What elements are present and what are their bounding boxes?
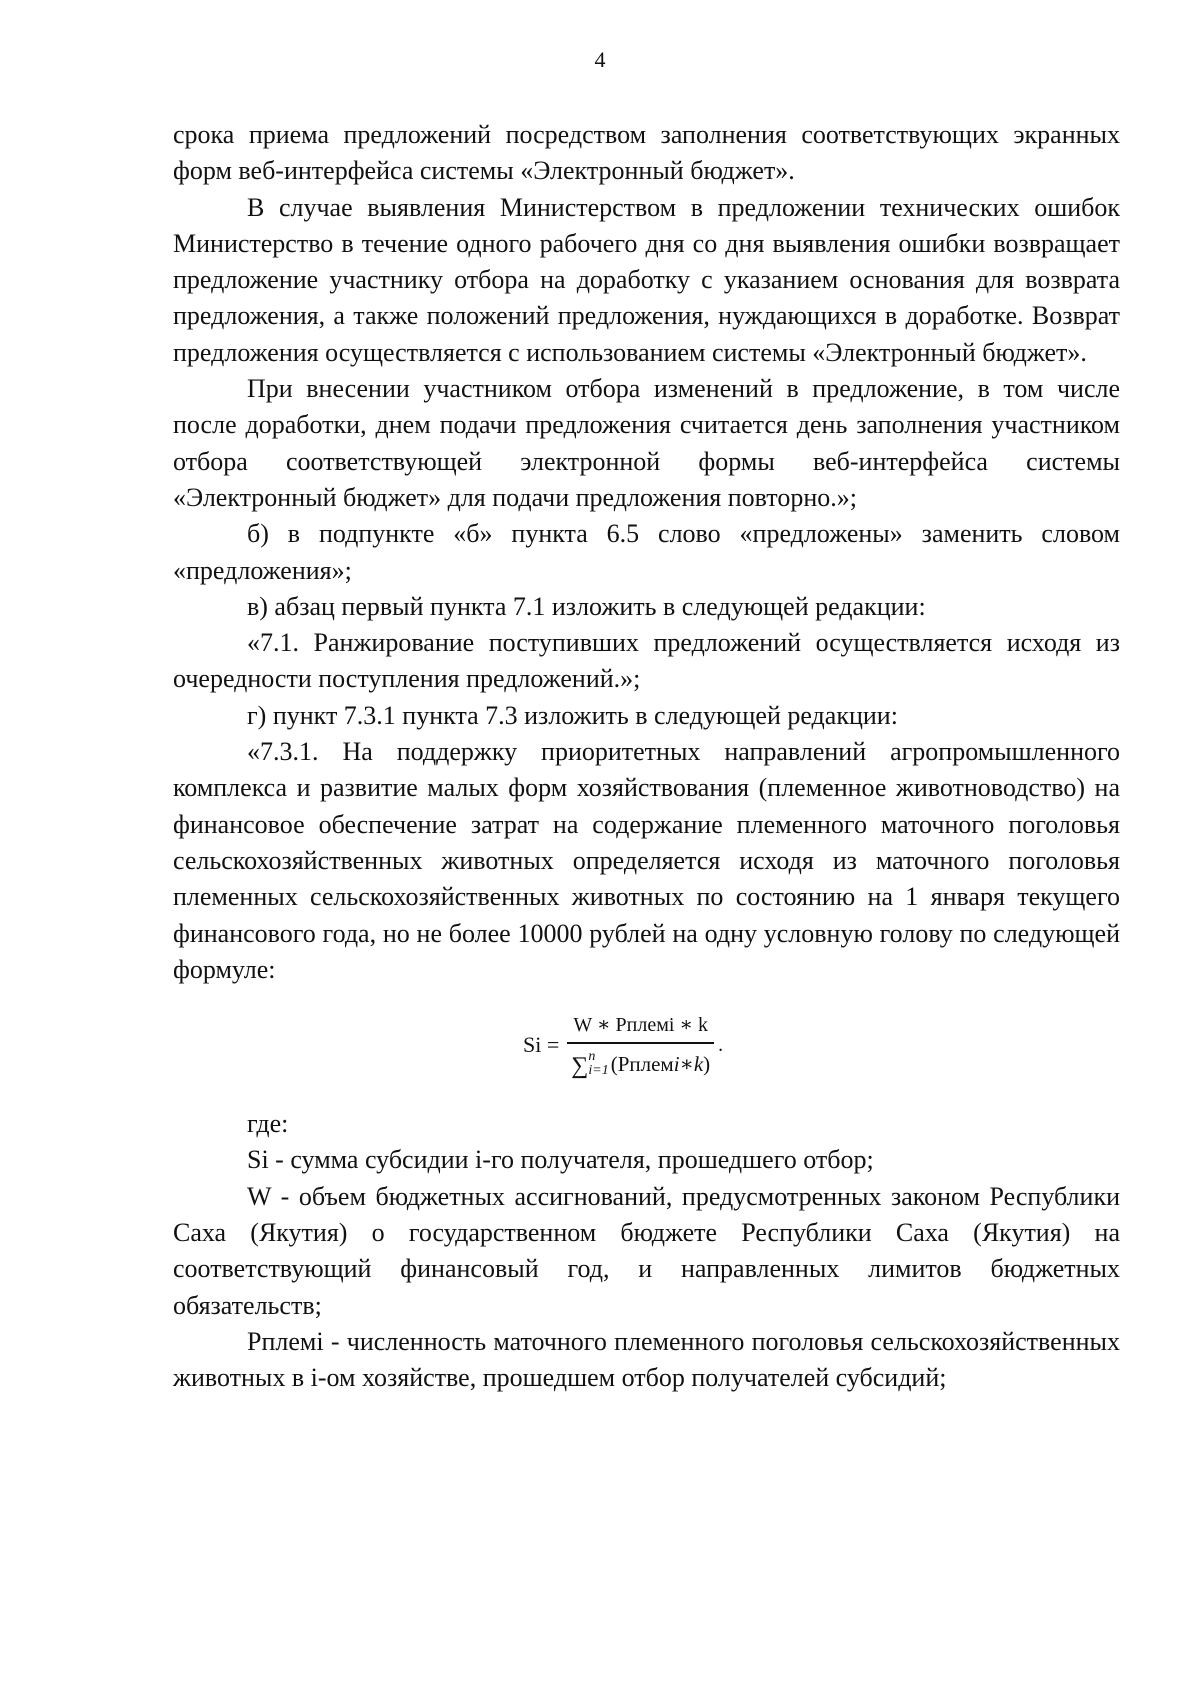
definition-w: W - объем бюджетных ассигнований, предусмотренных законом Республики Саха (Якутия) о государственном бюджете Республики Саха (Якутия) на соответствующий финансовый год, и направленных лимитов бюджетных обязательств; xyxy=(173,1181,1120,1320)
denominator-var-k: k xyxy=(693,1051,704,1076)
paragraph-continuation: срока приема предложений посредством заполнения соответствующих экранных форм веб-интерфейса системы «Электронный бюджет». xyxy=(173,120,1120,186)
definition-si: Si - сумма субсидии i-го получателя, прошедшего отбор; xyxy=(247,1145,874,1175)
definitions-intro: где: xyxy=(247,1109,289,1139)
sum-limits xyxy=(588,1048,609,1078)
paragraph-technical-errors: В случае выявления Министерством в предложении технических ошибок Министерство в течение одного рабочего дня со дня выявления ошибки возвращает предложение участнику отбора на доработку с указанием основания для возврата предложения, а также положений предложения, нуждающихся в доработке. Возврат предложения осуществляется с использованием системы «Электронный бюджет». xyxy=(173,192,1120,367)
paragraph-clause-7-3-1: «7.3.1. На поддержку приоритетных направлений агропромышленного комплекса и развитие малых форм хозяйствования (племенное животноводство) на финансовое обеспечение затрат на содержание племенного маточного поголовья сельскохозяйственных животных определяется исходя из маточного поголовья племенных сельскохозяйственных животных по состоянию на 1 января текущего финансового года, но не более 10000 рублей на одну условную голову по следующей формуле: xyxy=(173,737,1120,984)
document-body xyxy=(173,117,1120,1397)
formula-numerator: W ∗ Рплемi ∗ k xyxy=(573,1014,709,1037)
formula-lhs: Si = xyxy=(523,1031,560,1057)
paragraph-item-g: г) пункт 7.3.1 пункта 7.3 изложить в следующей редакции: xyxy=(247,700,898,730)
denominator-operator: ∗ xyxy=(679,1051,694,1076)
sum-upper-limit: n xyxy=(588,1048,596,1064)
paragraph-clause-7-1: «7.1. Ранжирование поступивших предложений осуществляется исходя из очередности поступления предложений.»; xyxy=(173,628,1120,694)
subsidy-formula xyxy=(173,1004,1120,1100)
paragraph-changes-submission: При внесении участником отбора изменений в предложение, в том числе после доработки, днем подачи предложения считается день заполнения участником отбора соответствующей электронной формы веб-интерфейса системы «Электронный бюджет» для подачи предложения повторно.»; xyxy=(173,374,1120,512)
formula-denominator xyxy=(567,1044,714,1078)
page-number: 4 xyxy=(594,47,606,72)
paragraph-item-b: б) в подпункте «б» пункта 6.5 слово «предложены» заменить словом «предложения»; xyxy=(173,519,1120,585)
denominator-var-i: i xyxy=(673,1051,680,1076)
denominator-open: (Рплем xyxy=(610,1051,674,1076)
sum-lower-limit: i=1 xyxy=(588,1062,609,1078)
formula-fraction xyxy=(567,1012,714,1078)
paragraph-item-v: в) абзац первый пункта 7.1 изложить в следующей редакции: xyxy=(247,591,926,621)
sigma-symbol: ∑ xyxy=(571,1052,589,1079)
definition-rplem: Рплемi - численность маточного племенного поголовья сельскохозяйственных животных в i-ом хозяйстве, прошедшем отбор получателей субсидий; xyxy=(173,1326,1120,1393)
formula-trailing-dot: . xyxy=(718,1033,724,1056)
denominator-close: ) xyxy=(703,1051,711,1076)
